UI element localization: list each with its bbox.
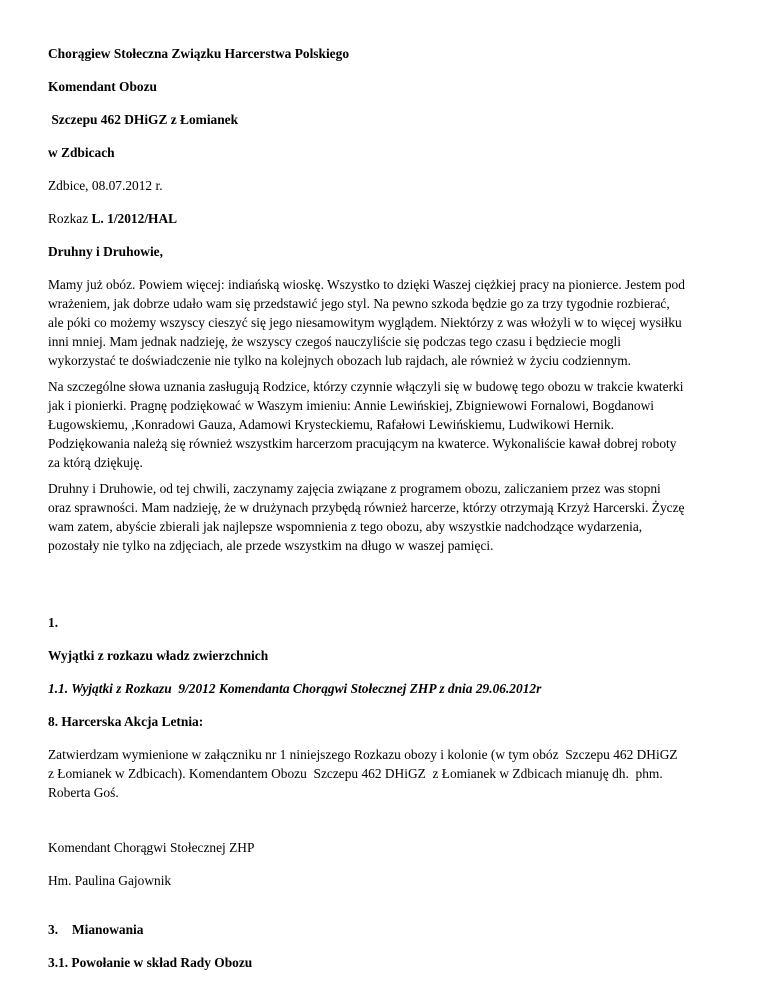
signer-name: Hm. Paulina Gajownik [48, 873, 172, 888]
paragraph-line: jak i pionierki. Pragnę podziękować w Waszym imieniu: Annie Lewińskiej, Zbigniewowi Fornalowi, Bogdanowi [48, 398, 654, 413]
order-prefix: Rozkaz [48, 211, 92, 226]
paragraph-line: za którą dziękuję. [48, 455, 143, 470]
paragraph-line: Podziękowania należą się również wszystkim harcerzom pracującym na kwaterce. Wykonaliście kawał dobrej roboty [48, 436, 677, 451]
header-place: w Zdbicach [48, 145, 115, 160]
paragraph-line: z Łomianek w Zdbicach). Komendantem Obozu Szczepu 462 DHiGZ z Łomianek w Zdbicach mianuję dh. phm. [48, 766, 663, 781]
paragraph-line: inni mniej. Mam jednak nadzieję, że wszyscy czegoś nauczyliście się podczas tego czasu i będziecie mogli [48, 334, 621, 349]
paragraph-line: Zatwierdzam wymienione w załączniku nr 1 niniejszego Rozkazu obozy i kolonie (w tym obóz Szczepu 462 DHiGZ [48, 747, 678, 762]
section-3-number: 3. [48, 922, 59, 937]
paragraph-1 [48, 275, 728, 370]
header-org: Chorągiew Stołeczna Związku Harcerstwa Polskiego [48, 46, 350, 61]
section-1-item-text [48, 745, 728, 802]
paragraph-line: wam zatem, abyście zbierali jak najlepsze wspomnienia z tego obozu, aby wszystkie nadchodzące wydarzenia, [48, 519, 643, 534]
paragraph-line: wrażeniem, jak dobrze udało wam się przedstawić jego styl. Na pewno szkoda będzie go za trzy tygodnie rozbierać, [48, 296, 670, 311]
section-1-1-title: 1.1. Wyjątki z Rozkazu 9/2012 Komendanta Chorągwi Stołecznej ZHP z dnia 29.06.2012r [48, 681, 542, 696]
greeting: Druhny i Druhowie, [48, 244, 163, 259]
order-line [48, 210, 177, 228]
header-role: Komendant Obozu [48, 79, 158, 94]
paragraph-line: ale póki co możemy wszyscy cieszyć się jego niesamowitym wyglądem. Niektórzy z was włożyli w to więcej wysiłku [48, 315, 682, 330]
order-number: L. 1/2012/HAL [91, 211, 178, 226]
paragraph-line: Ługowskiemu, ,Konradowi Gauza, Adamowi Krysteckiemu, Rafałowi Lewińskiemu, Ludwikowi Hernik. [48, 417, 615, 432]
signer-role: Komendant Chorągwi Stołecznej ZHP [48, 840, 255, 855]
section-1-number: 1. [48, 615, 59, 630]
paragraph-line: Mamy już obóz. Powiem więcej: indiańską wioskę. Wszystko to dzięki Waszej ciężkiej pracy na pionierce. Jestem pod [48, 277, 685, 292]
section-3-1-title: 3.1. Powołanie w skład Rady Obozu [48, 955, 253, 970]
paragraph-line: Druhny i Druhowie, od tej chwili, zaczynamy zajęcia związane z programem obozu, zaliczaniem przez was stopni [48, 481, 661, 496]
header-unit: Szczepu 462 DHiGZ z Łomianek [48, 112, 239, 127]
paragraph-line: Roberta Goś. [48, 785, 119, 800]
section-1-item-title: 8. Harcerska Akcja Letnia: [48, 714, 204, 729]
paragraph-line: pozostały nie tylko na zdjęciach, ale przede wszystkim na długo w waszej pamięci. [48, 538, 494, 553]
section-3-title: Mianowania [72, 922, 144, 937]
paragraph-3 [48, 479, 728, 555]
paragraph-line: wykorzystać te doświadczenie nie tylko na kolejnych obozach lub rajdach, ale również w życiu codziennym. [48, 353, 632, 368]
paragraph-2 [48, 377, 728, 472]
paragraph-line: oraz sprawności. Mam nadzieję, że w drużynach przybędą również harcerze, którzy otrzymają Krzyż Harcerski. Życzę [48, 500, 685, 515]
section-1-title: Wyjątki z rozkazu władz zwierzchnich [48, 648, 269, 663]
section-3-heading [48, 921, 143, 939]
paragraph-line: Na szczególne słowa uznania zasługują Rodzice, którzy czynnie włączyli się w budowę tego obozu w trakcie kwaterki [48, 379, 684, 394]
date-line: Zdbice, 08.07.2012 r. [48, 178, 163, 193]
